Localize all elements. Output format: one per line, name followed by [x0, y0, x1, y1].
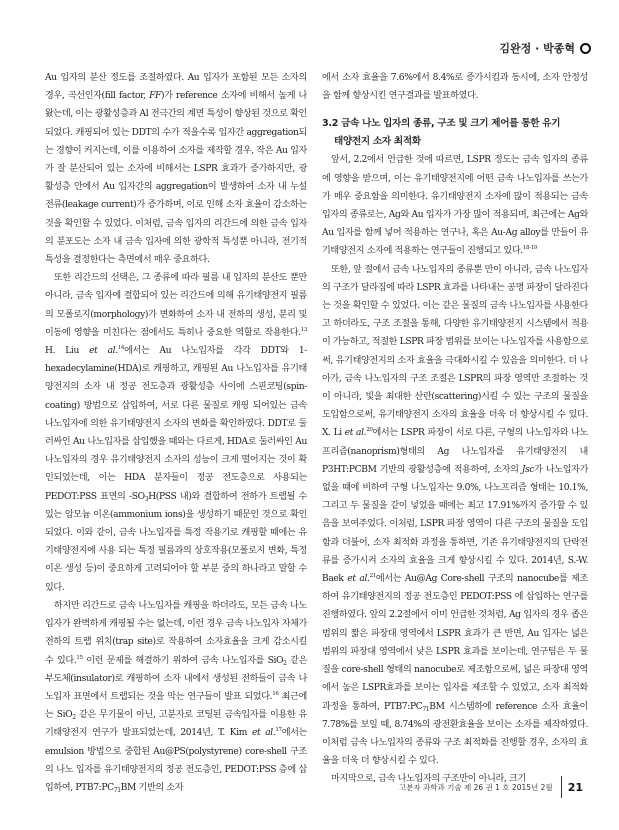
paragraph: [45, 69, 307, 269]
text-span: H. Liu: [45, 346, 90, 357]
subscript: 71: [113, 786, 121, 794]
paragraph: [45, 597, 307, 797]
footer-divider: [561, 776, 562, 798]
journal-info: 고분자 과학과 기술 제 26 권 1 호 2015년 2월: [398, 782, 553, 792]
subscript: 71: [422, 705, 430, 713]
text-span: 같은 부도체(insulator)로 캐핑하여 소자 내에서 생성된 전하들이 금속 나노입자 표면에서 트랩되는 것을 막는 연구들이 발표 되었다.: [45, 655, 307, 702]
text-span: 같은 무기물이 아닌, 고분자로 코팅된 금속입자를 이용한 유기태양전지 연구가 발표되었는데, 2014년, T. Kim: [45, 710, 307, 739]
italic-ff: FF: [149, 91, 161, 102]
italic-et-al: et al.: [89, 346, 118, 357]
left-column: [45, 69, 307, 797]
paragraph: 마지막으로, 금속 나노입자의 구조만이 아니라, 크기: [331, 774, 526, 785]
paragraph: 에서 소자 효율을 7.6%에서 8.4%로 증가시킴과 동시에, 소자 안정성을 함께 향상시킨 연구결과를 발표하였다.: [322, 73, 588, 102]
text-span: )가 reference 소자에 비해서 높게 나왔는데, 이는 광활성층과 Al 전극간의 계면 특성이 향상된 것으로 확인되었다. 캐핑되어 있는 DDT의 수가 적을수록 입자간 aggregation되는 경향이 커지는데, 이를 이용하여 소자를 제작할 경우, 작은 Au 입자가 잘 분산되어 있는 소자에 비해서는 LSPR 효과가 증가하지만, 광 활성층 안에서 Au 입자간의 aggregation이 발생하여 소자 내 누설 전류(leakage current)가 증가하며, 이로 인해 소자 효율이 감소하는 것을 확인할 수 있었다. 이처럼, 금속 입자의 리간드에 의한 금속 입자의 분포도는 소자 내 금속 입자에 의한 광학적 특성뿐 아니라, 전기적 특성을 결정한다는 측면에서 매우 중요하다.: [45, 91, 307, 266]
subscript: 2: [72, 714, 76, 722]
italic-jsc: Jsc: [521, 464, 535, 475]
citation-ref: 14: [117, 345, 125, 352]
italic-et-al: et al.: [347, 574, 370, 585]
section-title-line1: 3.2 금속 나노 입자의 종류, 구조 및 크기 제어를 통한 유기: [322, 118, 561, 130]
running-header: [499, 40, 591, 56]
citation-ref: 18-19: [522, 245, 537, 252]
text-span: 에서는 emulsion 방법으로 중합된 Au@PS(polystyrene) core-shell 구조의 나노 입자를 유기태양전지의 정공 전도층인, PEDOT:PSS 층에 삽입하여, PTB7:PC: [45, 728, 307, 793]
text-span: Au 입자의 분산 정도를 조절하였다. Au 입자가 포함된 모든 소자의 경우, 곡선인자(fill factor,: [45, 73, 307, 102]
text-span: 에서는 LSPR 파장이 서로 다른, 구형의 나노입자와 나노프리즘(nanoprism)형태의 Ag 나노입자를 유기태양전지 내 P3HT:PCBM 기반의 광활성층에 적용하여, 소자의: [322, 428, 588, 475]
citation-ref: 13: [300, 326, 307, 333]
italic-et-al: et al.: [251, 728, 276, 739]
header-authors: 김완정 · 박종혁: [499, 42, 575, 55]
text-span: 최근에는 SiO: [45, 691, 307, 721]
text-span: 하지만 리간드로 금속 나노입자를 캐핑을 하더라도, 모든 금속 나노입자가 완벽하게 캐핑될 수는 없는데, 이런 경우 금속 나노입자 자체가 전하의 트랩 위치(trap site)로 작용하여 소자효율을 크게 감소시킬 수 있다.: [45, 600, 307, 666]
paragraph: [322, 151, 588, 260]
citation-ref: 15: [76, 654, 83, 661]
page-number: 21: [567, 780, 583, 794]
text-span: H(PSS 내)와 결합하여 전하가 트랩될 수 있는 암모늄 이온(ammonium ions)을 생성하기 때문인 것으로 확인되었다. 이와 같이, 금속 나노입자를 특정 작용기로 캐핑할 때에는 유기태양전지에 사용 되는 특정 필름과의 상호작용(모폴로지 변화, 특정 이온 생성 등)이 중요하게 고려되어야 할 부분 중의 하나라고 말할 수 있다.: [45, 491, 307, 593]
text-span: 이런 문제를 해결하기 위하여 금속 나노입자를 SiO: [82, 655, 284, 666]
text-span: 또한 리간드의 선택은, 그 종류에 따라 필름 내 입자의 분산도 뿐만 아니라, 금속 입자에 결합되어 있는 리간드에 의해 유기태양전지 필름의 모폴로지(morphology)가 변화하여 소자 내 전하의 생성, 분리 및 이동에 영향을 미친다는 점에서도 특히나 중요한 역할로 작용한다.: [45, 273, 307, 338]
section-heading: [322, 115, 588, 151]
italic-et-al: et al.: [344, 428, 367, 439]
text-span: 앞서, 2.2에서 언급한 것에 따르면, LSPR 정도는 금속 입자의 종류에 영향을 받으며, 이는 유기태양전지에 어떤 금속 나노입자를 쓰는가가 매우 중요함을 의미한다. 유기태양전지 소자에 많이 적용되는 금속입자의 종류로는, Ag와 Au 입자가 가장 많이 적용되며, 최근에는 Ag와 Au 입자를 함께 넣어 적용하는 연구나, 혹은 Au-Ag alloy를 만들어 유기태양전지 소자에 적용하는 연구들이 진행되고 있다.: [322, 155, 588, 257]
text-span: 에서는 Au 나노입자를 각각 DDT와 1-hexadecylamine(HDA)로 캐핑하고, 캐핑된 Au 나노입자를 유기태양전지의 소자 내 정공 전도층과 광활성층 사이에 스핀코팅(spin-coating) 방법으로 삽입하여, 서로 다른 물질로 캐핑 되어있는 금속 나노입자에 의한 유기태양전지 소자의 변화를 확인하였다. DDT로 둘러싸인 Au 나노입자를 삽입했을 때와는 다르게, HDA로 둘러싸인 Au 나노입자의 경우 유기태양전지 소자의 성능이 크게 떨어지는 것이 확인되었는데, 이는 HDA 분자들이 정공 전도층으로 사용되는 PEDOT:PSS 표면의 -SO: [45, 346, 307, 502]
subscript: 2: [283, 659, 287, 667]
paragraph: [45, 269, 307, 597]
text-span: 에서는 Au@Ag Core-shell 구조의 nanocube를 제조하여 유기태양전지의 정공 전도층인 PEDOT:PSS 에 삽입하는 연구를 진행하였다. 앞의 2.2절에서 이미 언급한 것처럼, Ag 입자의 경우 좁은 범위의 짧은 파장대 영역에서 LSPR 효과가 큰 반면, Au 입자는 넓은 범위의 파장대 영역에서 낮은 LSPR 효과를 보이는데, 연구팀은 두 물질을 core-shell 형태의 nanocube로 제조함으로써, 넓은 파장대 영역에서 높은 LSPR효과를 보이는 입자를 제조할 수 있었고, 소자 최적화 과정을 통하여, PTB7:PC: [322, 574, 588, 712]
text-span: BM 시스템하에 reference 소자 효율이 7.78%를 보일 때, 8.74%의 광전환효율을 보이는 소자를 제작하였다. 이처럼 금속 나노입자의 종류와 구조 최적화를 진행할 경우, 소자의 효율을 더욱 더 향상시킬 수 있다.: [322, 701, 588, 767]
paragraph: [322, 261, 588, 771]
text-span: 또한, 앞 절에서 금속 나노입자의 종류뿐 만이 아니라, 금속 나노입자의 구조가 달라짐에 따라 LSPR 효과를 나타내는 공명 파장이 달라진다는 것을 확인할 수 있었다. 이는 같은 물질의 금속 나노입자를 사용한다고 하더라도, 구조 조절을 통해, 다양한 유기태양전지 시스템에서 적용이 가능하고, 적절한 LSPR 파장 범위를 보이는 나노입자를 사용함으로써, 유기태양전지의 소자 효율을 극대화시킬 수 있음을 의미한다. 더 나아가, 금속 나노입자의 구조 조절은 LSPR의 파장 영역만 조절하는 것이 아니라, 빛을 최대한 산란(scattering)시킬 수 있는 구조의 물질을 도입함으로써, 유기태양전지 소자의 효율을 더욱 더 향상시킬 수 있다. X. Li: [322, 264, 588, 439]
text-span: BM 기반의 소자: [120, 782, 184, 793]
ring-icon: [580, 43, 591, 54]
subscript: 3: [144, 495, 149, 503]
citation-ref: 20: [366, 427, 373, 434]
citation-ref: 17: [275, 727, 282, 734]
citation-ref: 16: [272, 690, 279, 697]
page-footer: [399, 776, 583, 798]
text-span: 가 나노입자가 없을 때에 비하여 구형 나노입자는 9.0%, 나노프리즘 형태는 10.1%, 그리고 두 물질을 같이 넣었을 때에는 최고 17.91%까지 증가할 수 있음을 보여주었다. 이처럼, LSPR 파장 영역이 다른 구조의 물질을 도입함과 더불어, 소자 최적화 과정을 통하면, 기존 유기태양전지의 단락전류를 증가시켜 소자의 효율을 크게 향상시킬 수 있다. 2014년, S.-W. Baek: [322, 464, 588, 585]
right-column: [322, 69, 588, 789]
section-title-line2: 태양전지 소자 최적화: [334, 136, 421, 148]
citation-ref: 21: [369, 573, 376, 580]
